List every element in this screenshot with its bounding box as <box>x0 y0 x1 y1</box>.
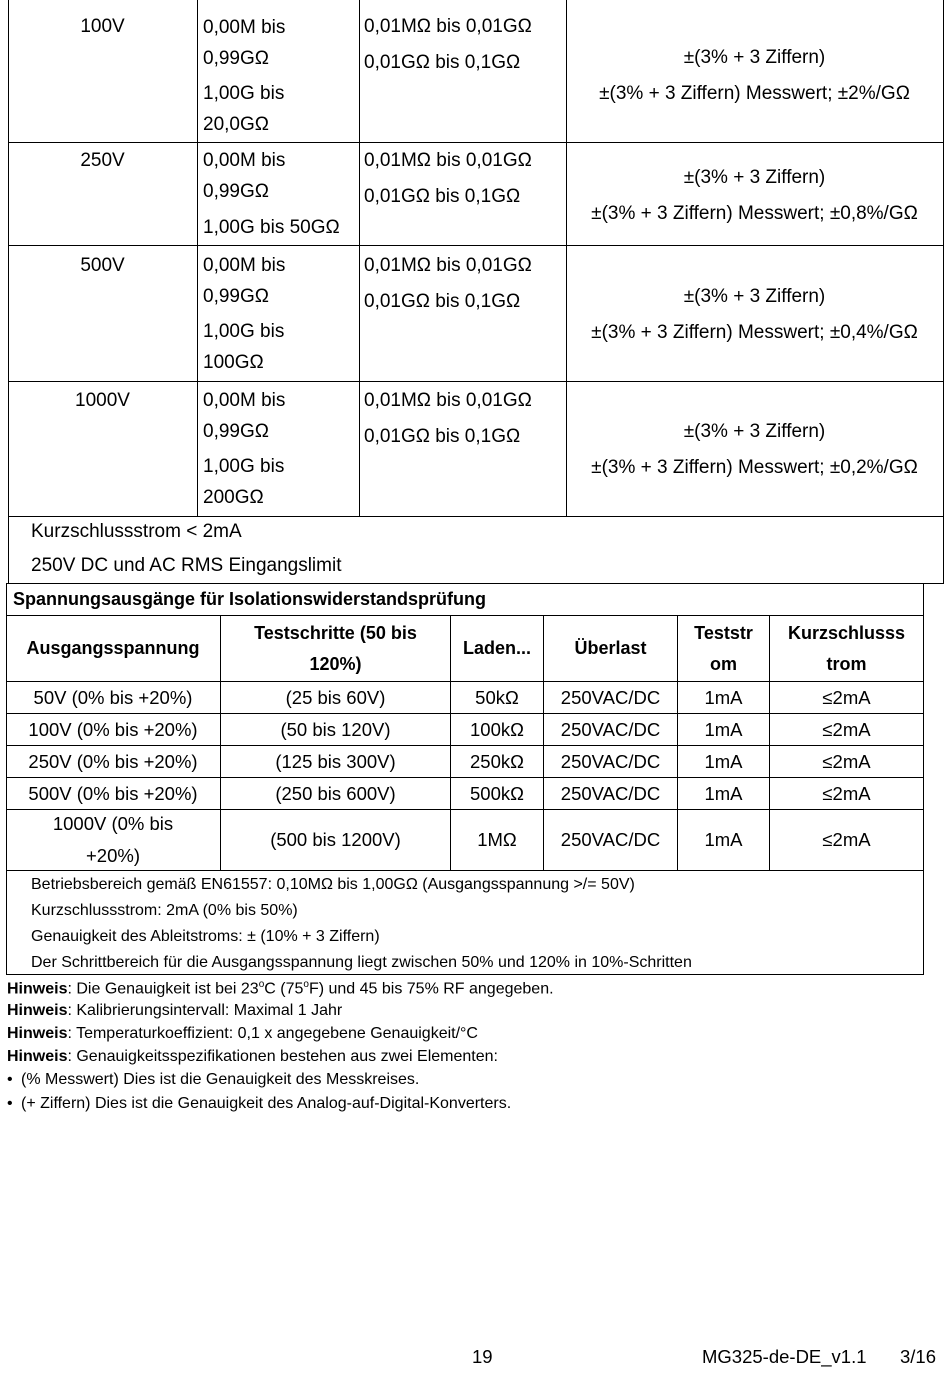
note-text: F) und 45 bis 75% RF angegeben. <box>308 980 554 998</box>
range-line: 100GΩ <box>203 352 264 373</box>
note-label: Hinweis <box>7 1025 68 1042</box>
note-label: Hinweis <box>7 980 68 998</box>
table-divider <box>8 245 944 246</box>
table-cell: (50 bis 120V) <box>280 718 391 740</box>
table-footer-line: 250V DC und AC RMS Eingangslimit <box>31 555 342 576</box>
table-divider <box>8 381 944 382</box>
range-line: 0,99GΩ <box>203 421 269 442</box>
range-line: 200GΩ <box>203 487 264 508</box>
column-header: Testschritte (50 bis <box>254 623 417 643</box>
table-cell: ≤2mA <box>822 718 871 740</box>
resolution-line: 0,01GΩ bis 0,1GΩ <box>364 291 521 312</box>
degree-sup: o <box>258 979 265 990</box>
table-cell: 1000V (0% bis <box>52 813 174 834</box>
table-cell: 50V (0% bis +20%) <box>33 686 193 708</box>
resolution-line: 0,01MΩ bis 0,01GΩ <box>364 390 532 411</box>
bullet-text: (+ Ziffern) Dies ist die Genauigkeit des Analog-auf-Digital-Konverters. <box>21 1095 512 1112</box>
range-line: 0,00M bis <box>203 150 286 171</box>
table-cell: ≤2mA <box>822 750 871 772</box>
bullet-item <box>7 1071 419 1089</box>
table-cell: ≤2mA <box>822 686 871 708</box>
table-cell: 100V (0% bis +20%) <box>28 718 198 740</box>
note-line <box>7 979 554 998</box>
note-label: Hinweis <box>7 1002 68 1019</box>
voltage-cell: 100V <box>80 16 125 37</box>
column-header: Laden... <box>462 638 531 658</box>
column-header: Überlast <box>574 638 647 658</box>
table-cell: 1mA <box>704 750 743 772</box>
table-footnote: Der Schrittbereich für die Ausgangsspannung liegt zwischen 50% und 120% in 10%-Schritten <box>31 954 692 971</box>
range-line: 0,99GΩ <box>203 286 269 307</box>
range-line: 1,00G bis 50GΩ <box>203 217 340 238</box>
table-border <box>6 974 924 975</box>
table-footnote: Genauigkeit des Ableitstroms: ± (10% + 3 Ziffern) <box>31 928 380 945</box>
resolution-line: 0,01GΩ bis 0,1GΩ <box>364 52 521 73</box>
table-cell: 1MΩ <box>477 829 517 850</box>
table-cell: (250 bis 600V) <box>275 782 396 804</box>
note-line <box>7 1002 342 1020</box>
table-cell: 250kΩ <box>470 750 524 772</box>
table-cell: 500V (0% bis +20%) <box>28 782 198 804</box>
accuracy-line: ±(3% + 3 Ziffern) Messwert; ±0,4%/GΩ <box>591 322 918 343</box>
table-divider <box>197 0 198 516</box>
bullet-item <box>7 1095 511 1113</box>
table-footer-line: Kurzschlussstrom < 2mA <box>31 521 242 542</box>
accuracy-line: ±(3% + 3 Ziffern) <box>683 47 826 68</box>
table-cell: 250VAC/DC <box>560 718 661 740</box>
table-cell: (125 bis 300V) <box>275 750 396 772</box>
range-line: 20,0GΩ <box>203 114 269 135</box>
column-header: 120%) <box>309 654 362 674</box>
voltage-cell: 1000V <box>75 390 130 411</box>
range-line: 1,00G bis <box>203 83 285 104</box>
voltage-cell: 500V <box>80 255 125 276</box>
table-cell: 250VAC/DC <box>560 782 661 804</box>
table-border <box>6 583 944 584</box>
table-cell: 250VAC/DC <box>560 686 661 708</box>
page-of-count: 3/16 <box>900 1346 937 1367</box>
note-text: : Temperaturkoeffizient: 0,1 x angegebene Genauigkeit/°C <box>67 1025 478 1042</box>
table-cell: ≤2mA <box>822 829 871 850</box>
degree-sup: o <box>303 979 309 990</box>
note-line <box>7 1048 498 1066</box>
table-cell: +20%) <box>86 845 140 866</box>
bullet-icon: • <box>7 1071 13 1088</box>
note-text: : Die Genauigkeit ist bei 23 <box>67 980 259 998</box>
table-cell: 250VAC/DC <box>560 829 661 850</box>
accuracy-line: ±(3% + 3 Ziffern) Messwert; ±0,2%/GΩ <box>591 457 918 478</box>
voltage-cell: 250V <box>80 150 125 171</box>
table-cell: (500 bis 1200V) <box>270 829 401 850</box>
output-table-title: Spannungsausgänge für Isolationswiderstandsprüfung <box>13 589 487 609</box>
resolution-line: 0,01MΩ bis 0,01GΩ <box>364 255 532 276</box>
resolution-line: 0,01MΩ bis 0,01GΩ <box>364 150 532 171</box>
range-line: 0,00M bis <box>203 17 286 38</box>
accuracy-line: ±(3% + 3 Ziffern) Messwert; ±2%/GΩ <box>599 83 910 104</box>
range-line: 0,99GΩ <box>203 181 269 202</box>
table-cell: ≤2mA <box>822 782 871 804</box>
column-header: Ausgangsspannung <box>26 638 200 658</box>
table-cell: (25 bis 60V) <box>285 686 386 708</box>
page-number: 19 <box>472 1346 493 1367</box>
resolution-line: 0,01GΩ bis 0,1GΩ <box>364 426 521 447</box>
table-border <box>923 583 924 975</box>
note-label: Hinweis <box>7 1048 68 1065</box>
note-text: : Kalibrierungsintervall: Maximal 1 Jahr <box>67 1002 343 1019</box>
range-line: 0,00M bis <box>203 390 286 411</box>
note-text: : Genauigkeitsspezifikationen bestehen aus zwei Elementen: <box>67 1048 498 1065</box>
document-id: MG325-de-DE_v1.1 <box>702 1346 867 1367</box>
accuracy-line: ±(3% + 3 Ziffern) <box>683 421 826 442</box>
table-footnote: Kurzschlussstrom: 2mA (0% bis 50%) <box>31 902 298 919</box>
accuracy-line: ±(3% + 3 Ziffern) Messwert; ±0,8%/GΩ <box>591 203 918 224</box>
column-header: om <box>710 654 737 674</box>
column-header: trom <box>826 654 867 674</box>
note-line <box>7 1025 478 1043</box>
accuracy-line: ±(3% + 3 Ziffern) <box>683 286 826 307</box>
resolution-line: 0,01GΩ bis 0,1GΩ <box>364 186 521 207</box>
range-line: 0,00M bis <box>203 255 286 276</box>
table-cell: 1mA <box>704 718 743 740</box>
table-cell: 100kΩ <box>470 718 524 740</box>
resolution-line: 0,01MΩ bis 0,01GΩ <box>364 16 532 37</box>
table-cell: 250VAC/DC <box>560 750 661 772</box>
accuracy-line: ±(3% + 3 Ziffern) <box>683 167 826 188</box>
range-line: 1,00G bis <box>203 321 285 342</box>
table-footnote: Betriebsbereich gemäß EN61557: 0,10MΩ bis 1,00GΩ (Ausgangsspannung >/= 50V) <box>31 876 635 893</box>
table-cell: 250V (0% bis +20%) <box>28 750 198 772</box>
table-cell: 1mA <box>704 829 743 850</box>
table-cell: 50kΩ <box>475 686 519 708</box>
range-line: 0,99GΩ <box>203 48 269 69</box>
column-header: Kurzschlusss <box>787 623 906 643</box>
bullet-icon: • <box>7 1095 13 1112</box>
table-cell: 1mA <box>704 686 743 708</box>
range-line: 1,00G bis <box>203 456 285 477</box>
table-cell: 1mA <box>704 782 743 804</box>
bullet-text: (% Messwert) Dies ist die Genauigkeit des Messkreises. <box>21 1071 420 1088</box>
table-divider <box>6 870 924 871</box>
table-divider <box>359 0 360 516</box>
table-border <box>943 0 944 583</box>
table-divider <box>8 142 944 143</box>
table-border <box>8 0 9 583</box>
table-cell: 500kΩ <box>470 782 524 804</box>
note-text: C (75 <box>264 980 304 998</box>
column-header: Teststr <box>694 623 753 643</box>
